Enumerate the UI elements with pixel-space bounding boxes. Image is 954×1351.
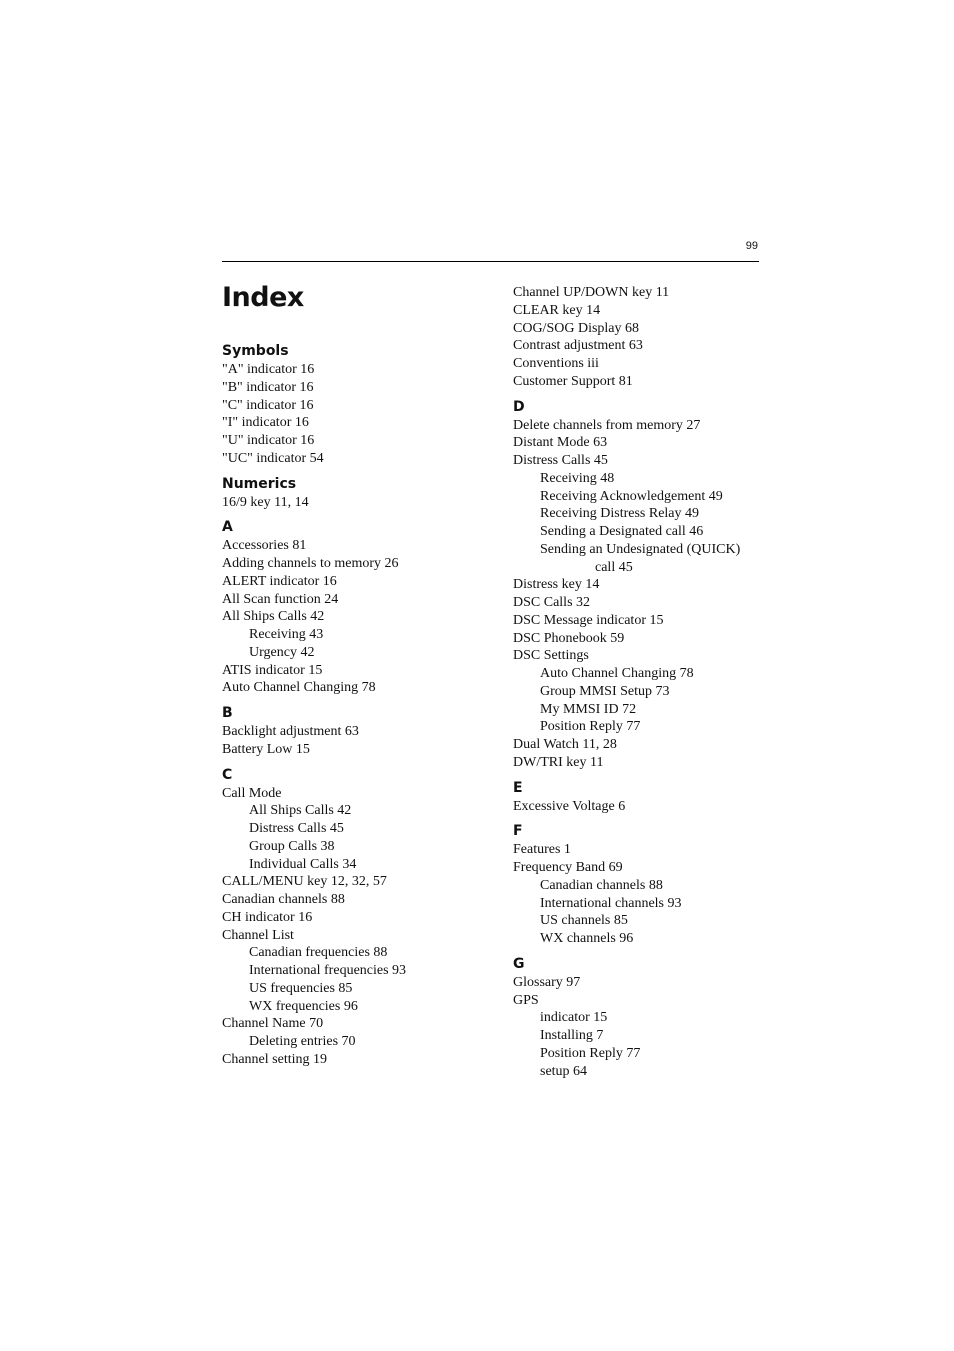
index-entry: COG/SOG Display 68 <box>513 320 640 336</box>
index-entry: CALL/MENU key 12, 32, 57 <box>222 874 387 890</box>
index-subentry: Distress Calls 45 <box>249 821 344 836</box>
index-entry: "A" indicator 16 <box>222 362 315 377</box>
index-entry: Channel List <box>222 927 294 943</box>
index-entry: Distant Mode 63 <box>513 435 608 451</box>
index-subentry: My MMSI ID 72 <box>540 701 637 717</box>
index-entry: Channel UP/DOWN key 11 <box>513 285 670 300</box>
index-subentry: All Ships Calls 42 <box>249 803 352 819</box>
index-entry: Distress key 14 <box>513 577 600 593</box>
section-heading: Numerics <box>222 475 297 492</box>
index-entry: Frequency Band 69 <box>513 860 623 875</box>
section-heading: G <box>513 955 525 972</box>
index-entry: "C" indicator 16 <box>222 397 314 413</box>
index-subentry: Sending a Designated call 46 <box>540 524 704 539</box>
index-section <box>513 778 793 816</box>
index-subentry: Individual Calls 34 <box>249 856 357 872</box>
index-column-left <box>222 341 502 1075</box>
index-entry: Features 1 <box>513 842 571 858</box>
index-subentry: Receiving Distress Relay 49 <box>540 506 700 522</box>
index-entry: ATIS indicator 15 <box>222 662 323 678</box>
index-entry: Accessories 81 <box>222 538 307 554</box>
index-subentry: call 45 <box>595 559 633 575</box>
section-heading: D <box>513 398 525 415</box>
section-heading: C <box>222 766 233 783</box>
index-subentry: WX frequencies 96 <box>249 998 358 1014</box>
index-entry: All Ships Calls 42 <box>222 609 325 625</box>
index-entry: All Scan function 24 <box>222 591 339 607</box>
index-entry: Dual Watch 11, 28 <box>513 737 617 752</box>
index-subentry: US frequencies 85 <box>249 980 353 996</box>
index-entry: Auto Channel Changing 78 <box>222 680 376 696</box>
index-entry: Distress Calls 45 <box>513 453 608 468</box>
index-entry: DSC Calls 32 <box>513 595 591 610</box>
index-subentry: Receiving 48 <box>540 470 615 486</box>
index-entry: Backlight adjustment 63 <box>222 724 359 739</box>
index-entry: "UC" indicator 54 <box>222 450 324 466</box>
index-subentry: Canadian frequencies 88 <box>249 945 388 961</box>
index-entry: Call Mode <box>222 785 282 801</box>
section-heading: F <box>513 823 523 840</box>
index-entry: "U" indicator 16 <box>222 433 315 448</box>
index-entry: Battery Low 15 <box>222 741 310 757</box>
index-entry: Glossary 97 <box>513 974 581 990</box>
index-entry: DSC Settings <box>513 648 589 664</box>
index-entry: Contrast adjustment 63 <box>513 338 643 354</box>
index-subentry: Receiving 43 <box>249 627 324 642</box>
section-heading: E <box>513 779 523 796</box>
index-entry: ALERT indicator 16 <box>222 573 337 589</box>
index-entry: Adding channels to memory 26 <box>222 556 399 571</box>
index-subentry: Position Reply 77 <box>540 719 641 735</box>
index-entry: Delete channels from memory 27 <box>513 417 701 433</box>
page-number: 99 <box>745 240 758 252</box>
index-entry: Channel Name 70 <box>222 1016 324 1032</box>
index-entry: DSC Phonebook 59 <box>513 630 625 646</box>
index-entry: DW/TRI key 11 <box>513 754 604 770</box>
index-subentry: International frequencies 93 <box>249 963 407 978</box>
index-subentry: International channels 93 <box>540 895 682 911</box>
index-subentry: Sending an Undesignated (QUICK) <box>540 541 741 557</box>
index-section <box>513 821 793 948</box>
index-subentry: indicator 15 <box>540 1010 608 1026</box>
index-section <box>222 703 502 759</box>
index-subentry: Position Reply 77 <box>540 1045 641 1061</box>
index-entry: CLEAR key 14 <box>513 302 601 318</box>
index-section <box>513 397 793 772</box>
index-entry: "B" indicator 16 <box>222 379 314 395</box>
index-section <box>222 341 502 468</box>
index-subentry: Receiving Acknowledgement 49 <box>540 488 723 504</box>
index-subentry: Canadian channels 88 <box>540 877 663 893</box>
index-subentry: Group MMSI Setup 73 <box>540 683 670 699</box>
index-section <box>513 954 793 1081</box>
section-heading: B <box>222 705 233 721</box>
index-entry: Customer Support 81 <box>513 373 633 389</box>
index-section <box>222 517 502 697</box>
header-rule <box>222 261 759 262</box>
index-subentry: WX channels 96 <box>540 931 634 946</box>
index-entry: CH indicator 16 <box>222 909 313 925</box>
index-subentry: Auto Channel Changing 78 <box>540 666 694 681</box>
index-entry: Channel setting 19 <box>222 1051 327 1067</box>
index-subentry: Deleting entries 70 <box>249 1034 356 1049</box>
index-entry: GPS <box>513 992 539 1008</box>
index-section <box>222 474 502 512</box>
index-subentry: Urgency 42 <box>249 644 315 660</box>
index-section <box>513 284 793 391</box>
section-heading: A <box>222 519 233 536</box>
index-entry: 16/9 key 11, 14 <box>222 494 309 510</box>
index-entry: Canadian channels 88 <box>222 892 345 907</box>
index-section <box>222 765 502 1069</box>
page-title: Index <box>222 282 304 313</box>
index-entry: Excessive Voltage 6 <box>513 798 626 814</box>
index-entry: DSC Message indicator 15 <box>513 612 664 628</box>
index-entry: "I" indicator 16 <box>222 415 309 431</box>
index-entry: Conventions iii <box>513 356 599 371</box>
index-subentry: Installing 7 <box>540 1028 604 1043</box>
section-heading: Symbols <box>222 343 289 359</box>
index-subentry: Group Calls 38 <box>249 838 335 854</box>
index-subentry: setup 64 <box>540 1063 588 1079</box>
index-column-right <box>513 284 793 1086</box>
index-subentry: US channels 85 <box>540 913 628 929</box>
